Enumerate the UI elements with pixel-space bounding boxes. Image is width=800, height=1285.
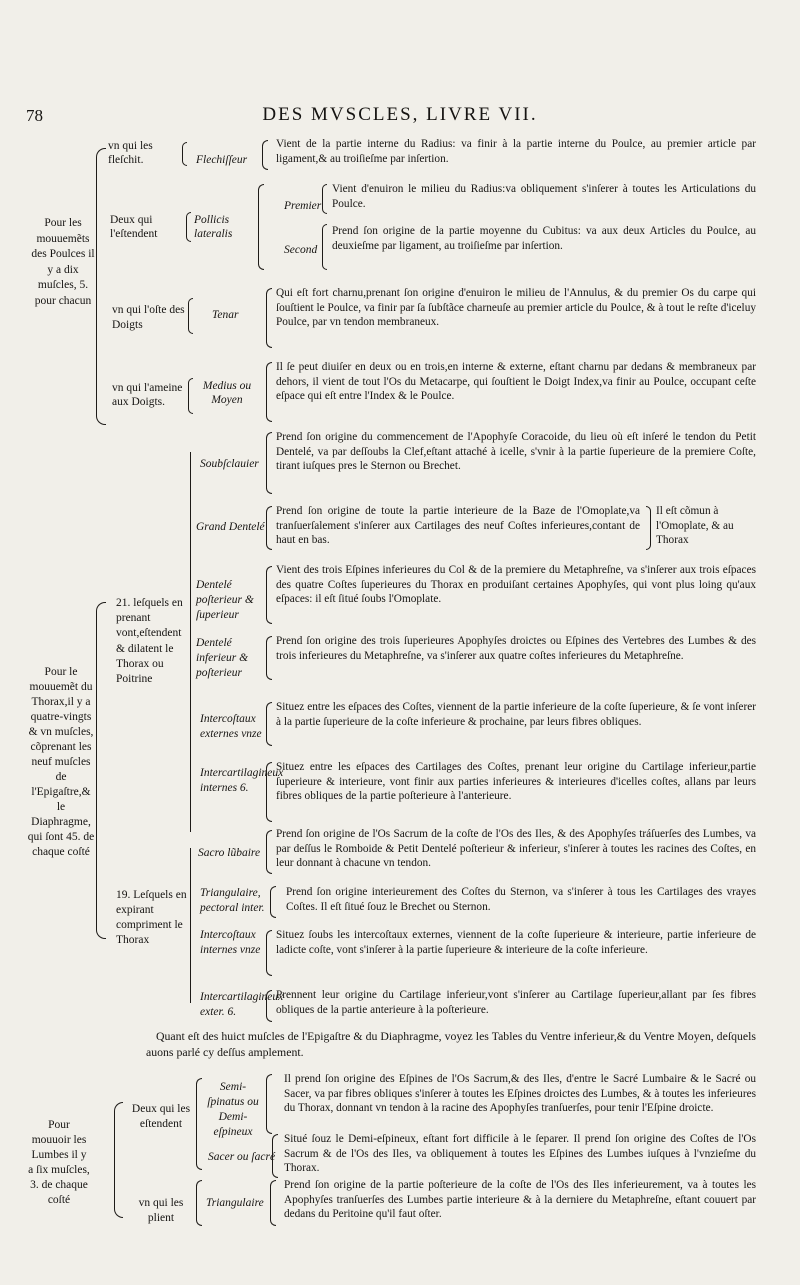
muscle-intercostaux-int: Intercoſtaux internes vnze bbox=[200, 929, 261, 956]
thorax-section-label: Pour le mouuemẽt du Thorax,il y a quatre-vingts & vn muſcles, cõprenant les neuf muſcles de l'Epigaſtre,& le Diaphragme, qui ſont 45. de chaque coſté bbox=[27, 666, 95, 858]
note-epigastre: Quant eſt des huict muſcles de l'Epigaſtre & du Diaphragme, voyez les Tables du Ventre inferieur,& du Ventre Moyen, deſquels auons parlé cy deſſus amplement. bbox=[146, 1029, 756, 1059]
muscle-triangulaire-pectoral: Triangulaire, pectoral inter. bbox=[200, 887, 265, 914]
muscle-medius: Medius ou Moyen bbox=[202, 380, 252, 406]
muscle-dentele-inf-post: Dentelé inferieur & poſterieur bbox=[196, 637, 249, 679]
muscle-intercostaux-ext: Intercoſtaux externes vnze bbox=[200, 713, 262, 740]
desc-flechisseur: Vient de la partie interne du Radius: va finir à la partie interne du Poulce, au premier article par ligament,& au troiſieſme par inſertion. bbox=[276, 138, 756, 165]
muscle-tenar: Tenar bbox=[212, 309, 239, 321]
desc-premier: Vient d'enuiron le milieu du Radius:va obliquement s'inſerer à toutes les Articulations du Poulce. bbox=[332, 183, 756, 210]
lumbes-section-label: Pour mouuoir les Lumbes il y a ſix muſcles, 3. de chaque coſté bbox=[28, 1119, 90, 1206]
desc-intercartil-int: Situez entre les eſpaces des Cartilages des Coſtes, prenant leur origine du Cartilage inferieur,partie ſuperieure & interieure, vont finir aux parties inferieures & interieures d'icelles coſtes, allans par leurs fibres obliques de la partie poſterieure à l'anterieure. bbox=[276, 761, 756, 803]
desc-intercostaux-int: Situez ſoubs les intercoſtaux externes, viennent de la coſte ſuperieure & interieure, partie inferieure de ladicte coſte, vont s'inſerer à la partie ſuperieure & interieure de la coſte inferieure. bbox=[276, 929, 756, 956]
desc-grand-dentele: Prend ſon origine de toute la partie interieure de la Baze de l'Omoplate,va tranſuerſalement s'inſerer aux Cartilages des neuf Coſtes inferieures,contant de haut en bas. bbox=[276, 505, 640, 547]
desc-intercartil-ext: Prennent leur origine du Cartilage inferieur,vont s'inſerer au Cartilage ſuperieur,allant par ſes fibres obliques de la partie anterieure à la poſterieure. bbox=[276, 989, 756, 1016]
sub-label-premier: Premier bbox=[284, 200, 322, 212]
muscle-flechisseur: Flechiſſeur bbox=[196, 154, 248, 166]
lumbes-group-extend-label: Deux qui les eſtendent bbox=[131, 1103, 191, 1130]
desc-sacer-text: Situé ſouz le Demi-eſpineux, eſtant fort difficile à le ſeparer. Il prend ſon origine des Coſtes de l'Os Sacrum & de l'Os des Iles, va obliquement à toutes les Eſpines des Lumbes iuſques à l'vnzieſme du Thorax. bbox=[284, 1133, 756, 1175]
muscle-grand-dentele: Grand Dentelé bbox=[196, 521, 265, 533]
thorax-group-inspire-label: 21. leſquels en prenant vont,eſtendent & dilatent le Thorax ou Poitrine bbox=[116, 597, 183, 686]
desc-second: Prend ſon origine de la partie moyenne du Cubitus: va aux deux Articles du Poulce, au deuxieſme par ligament, au troiſieſme par inſertion. bbox=[332, 225, 756, 252]
desc-dentele-inf-post: Prend ſon origine des trois ſuperieures Apophyſes droictes ou Eſpines des Vertebres des Lumbes & des trois inferieures du Metaphreſne, va s'inſerer aux quatre coſtes inferieures du Metaphreſne. bbox=[276, 635, 756, 662]
sub-label-second: Second bbox=[284, 244, 318, 256]
desc-soubsclauier: Prend ſon origine du commencement de l'Apophyſe Coracoide, du lieu où eſt inſeré le tendon du Petit Dentelé, va par deſſoubs la Clef,eſtant attaché à icelle, s'vnir à la partie ſuperieure de la premiere Coſte, tirant iuſques pres le Sternon ou Brechet. bbox=[276, 431, 756, 473]
muscle-triangulaire-lumbes: Triangulaire bbox=[206, 1197, 264, 1209]
muscle-semi-spinatus: Semi-ſpinatus ou Demi-eſpineux bbox=[207, 1081, 259, 1138]
desc-triangulaire-lumbes: Prend ſon origine de la partie poſterieure de la coſte de l'Os des Iles inferieurement, va à toutes les Apophyſes tranſuerſes des Lumbes partie interieure & à la derniere du Metaphreſne, eſtant couuert par dedans du Peritoine qu'il faut oſter. bbox=[284, 1179, 756, 1221]
page-number: 78 bbox=[26, 106, 43, 125]
desc-tenar: Qui eſt fort charnu,prenant ſon origine d'enuiron le milieu de l'Annulus, & du premier Os du carpe qui ſouſtient le Poulce, va finir par ſa ſubſtãce charneuſe au premier article du Poulce, & à tout le reſte d'iceluy Poulce, par vn tendon membraneux. bbox=[276, 287, 756, 329]
brace-lumbes bbox=[114, 1102, 123, 1218]
brace-expire bbox=[190, 848, 191, 1003]
muscle-intercartil-int: Intercartilagineux internes 6. bbox=[200, 767, 284, 794]
thumb-section-label: Pour les mouuemẽts des Poulces il y a dix muſcles, 5. pour chacun bbox=[31, 217, 95, 307]
muscle-pollicis-lateralis: Pollicis lateralis bbox=[194, 214, 233, 240]
desc-semi-spinatus: Il prend ſon origine des Eſpines de l'Os Sacrum,& des Iles, d'entre le Sacré Lumbaire & le Sacré ou Sacer, va par fibres obliques s'inſerer à toutes les Eſpines droictes des Lumbes, & à toutes les inferieures du Thorax, donnant vn tendon à la racine des Apophyſes tranſuerſes, pour tenir l'Eſpine droicte. bbox=[284, 1073, 756, 1115]
thumb-action-flexor: vn qui les fleſchit. bbox=[108, 140, 153, 166]
thumb-action-remove: vn qui l'oſte des Doigts bbox=[112, 304, 185, 331]
desc-sacro-lumbaire: Prend ſon origine de l'Os Sacrum de la coſte de l'Os des Iles, & des Apophyſes tráſuerſes des Lumbes, va par deſſus le Romboide & Petit Dentelé poſterieur & inferieur, s'inſerer à toutes les racines des Coſtes, en leur donnant à chacune vn tendon. bbox=[276, 828, 756, 870]
thumb-action-extend: Deux qui l'eſtendent bbox=[110, 214, 158, 240]
running-title: DES MVSCLES, LIVRE VII. bbox=[262, 104, 538, 125]
thorax-group-expire-label: 19. Leſquels en expirant compriment le Thorax bbox=[116, 889, 187, 946]
muscle-sacer: Sacer ou ſacré bbox=[208, 1151, 276, 1163]
desc-medius: Il ſe peut diuiſer en deux ou en trois,en interne & externe, eſtant charnu par dedans & membraneux par dehors, il vient de tout l'Os du Metacarpe, qui ſouſtient le Doigt Index,va finir au Poulce, occupant ceſte eſpace qui eſt entre l'Index & le Poulce. bbox=[276, 361, 756, 403]
muscle-intercartil-ext: Intercartilagineux exter. 6. bbox=[200, 991, 284, 1018]
brace-thorax bbox=[96, 602, 106, 939]
thumb-action-bring: vn qui l'ameine aux Doigts. bbox=[112, 382, 183, 408]
muscle-dentele-post-sup: Dentelé poſterieur & ſuperieur bbox=[196, 579, 254, 621]
note-grand-dentele: Il eſt cõmun à l'Omoplate, & au Thorax bbox=[656, 505, 734, 547]
lumbes-group-bend-label: vn qui les plient bbox=[138, 1197, 184, 1224]
brace-inspire bbox=[190, 452, 191, 832]
desc-triangulaire-pectoral: Prend ſon origine interieurement des Coſtes du Sternon, va s'inſerer à tous les Cartilages des vrayes Coſtes. Il eſt ſitué ſouz le Brechet ou Sternon. bbox=[286, 886, 756, 913]
muscle-sacro-lumbaire: Sacro lũbaire bbox=[198, 847, 261, 859]
desc-dentele-post-sup: Vient des trois Eſpines inferieures du Col & de la premiere du Metaphreſne, va s'inſerer aux trois eſpaces des quatre Coſtes ſuperieures du Thorax en produiſant certaines Apophyſes, qui vont plus loing qu'aux eſpaces: il eſt ſitué ſoubs l'Omoplate. bbox=[276, 564, 756, 606]
desc-intercostaux-ext: Situez entre les eſpaces des Coſtes, viennent de la partie inferieure de la coſte ſuperieure, & ſe vont inſerer à la partie ſuperieure de la coſte inferieure & prochaine, par leurs fibres obliques. bbox=[276, 701, 756, 728]
muscle-soubsclauier: Soubſclauier bbox=[200, 458, 259, 470]
